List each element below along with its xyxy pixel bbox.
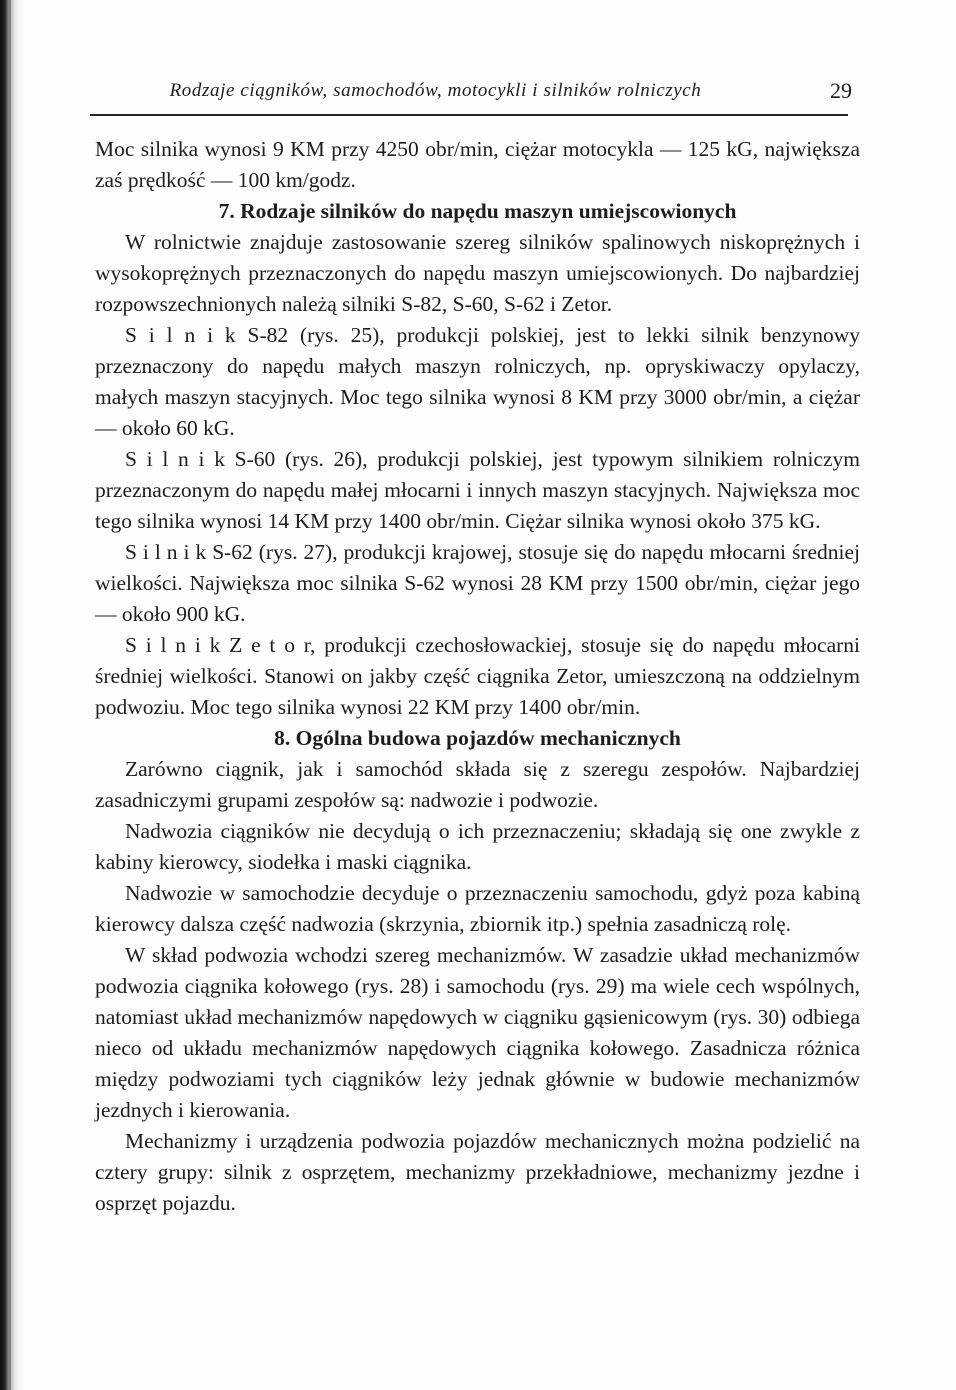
section-7-heading: 7. Rodzaje silników do napędu maszyn umiejscowionych [218, 199, 737, 223]
section-8-heading: 8. Ogólna budowa pojazdów mechanicznych [274, 726, 681, 750]
paragraph: Mechanizmy i urządzenia podwozia pojazdów mechanicznych można podzielić na cztery grupy: silnik z osprzętem, mechanizmy przekładniowe, mechanizmy jezdne i osprzęt pojazdu. [95, 1129, 860, 1215]
running-header-title: Rodzaje ciągników, samochodów, motocykli i silników rolniczych [169, 80, 702, 101]
paragraph: W skład podwozia wchodzi szereg mechanizmów. W zasadzie układ mechanizmów podwozia ciągnika kołowego (rys. 28) i samochodu (rys. 29) ma wiele cech wspólnych, natomiast układ mechanizmów napędowych w ciągniku gąsienicowym (rys. 30) odbiega nieco od układu mechanizmów napędowych ciągnika kołowego. Zasadnicza różnica między podwoziami tych ciągników leży jednak głównie w budowie mechanizmów jezdnych i kierowania. [95, 943, 860, 1122]
paragraph-intro: Moc silnika wynosi 9 KM przy 4250 obr/min, ciężar motocykla — 125 kG, największa zaś prędkość — 100 km/godz. [95, 137, 860, 192]
page-body [95, 134, 860, 1219]
paragraph: Zarówno ciągnik, jak i samochód składa się z szeregu zespołów. Najbardziej zasadniczymi grupami zespołów są: nadwozie i podwozie. [95, 757, 860, 812]
paragraph: S i l n i k Z e t o r, produkcji czechosłowackiej, stosuje się do napędu młocarni średniej wielkości. Stanowi on jakby część ciągnika Zetor, umieszczoną na oddzielnym podwoziu. Moc tego silnika wynosi 22 KM przy 1400 obr/min. [95, 633, 860, 719]
paragraph: S i l n i k S-60 (rys. 26), produkcji polskiej, jest typowym silnikiem rolniczym przeznaczonym do napędu małej młocarni i innych maszyn stacyjnych. Największa moc tego silnika wynosi 14 KM przy 1400 obr/min. Ciężar silnika wynosi około 375 kG. [95, 447, 860, 533]
paragraph: S i l n i k S-82 (rys. 25), produkcji polskiej, jest to lekki silnik benzynowy przeznaczony do napędu małych maszyn rolniczych, np. opryskiwaczy opylaczy, małych maszyn stacyjnych. Moc tego silnika wynosi 8 KM przy 3000 obr/min, a ciężar — około 60 kG. [95, 323, 860, 440]
paragraph: Nadwozie w samochodzie decyduje o przeznaczeniu samochodu, gdyż poza kabiną kierowcy dalsza część nadwozia (skrzynia, zbiornik itp.) spełnia zasadniczą rolę. [95, 881, 860, 936]
paragraph: W rolnictwie znajduje zastosowanie szereg silników spalinowych niskoprężnych i wysokoprężnych przeznaczonych do napędu maszyn umiejscowionych. Do najbardziej rozpowszechnionych należą silniki S-82, S-60, S-62 i Zetor. [95, 230, 860, 316]
page-number: 29 [830, 78, 852, 103]
book-binding-shadow [0, 0, 26, 1390]
running-header [95, 80, 856, 104]
paragraph: S i l n i k S-62 (rys. 27), produkcji krajowej, stosuje się do napędu młocarni średniej wielkości. Największa moc silnika S-62 wynosi 28 KM przy 1500 obr/min, ciężar jego — około 900 kG. [95, 540, 860, 626]
paragraph: Nadwozia ciągników nie decydują o ich przeznaczeniu; składają się one zwykle z kabiny kierowcy, siodełka i maski ciągnika. [95, 819, 860, 874]
header-rule [90, 114, 848, 116]
